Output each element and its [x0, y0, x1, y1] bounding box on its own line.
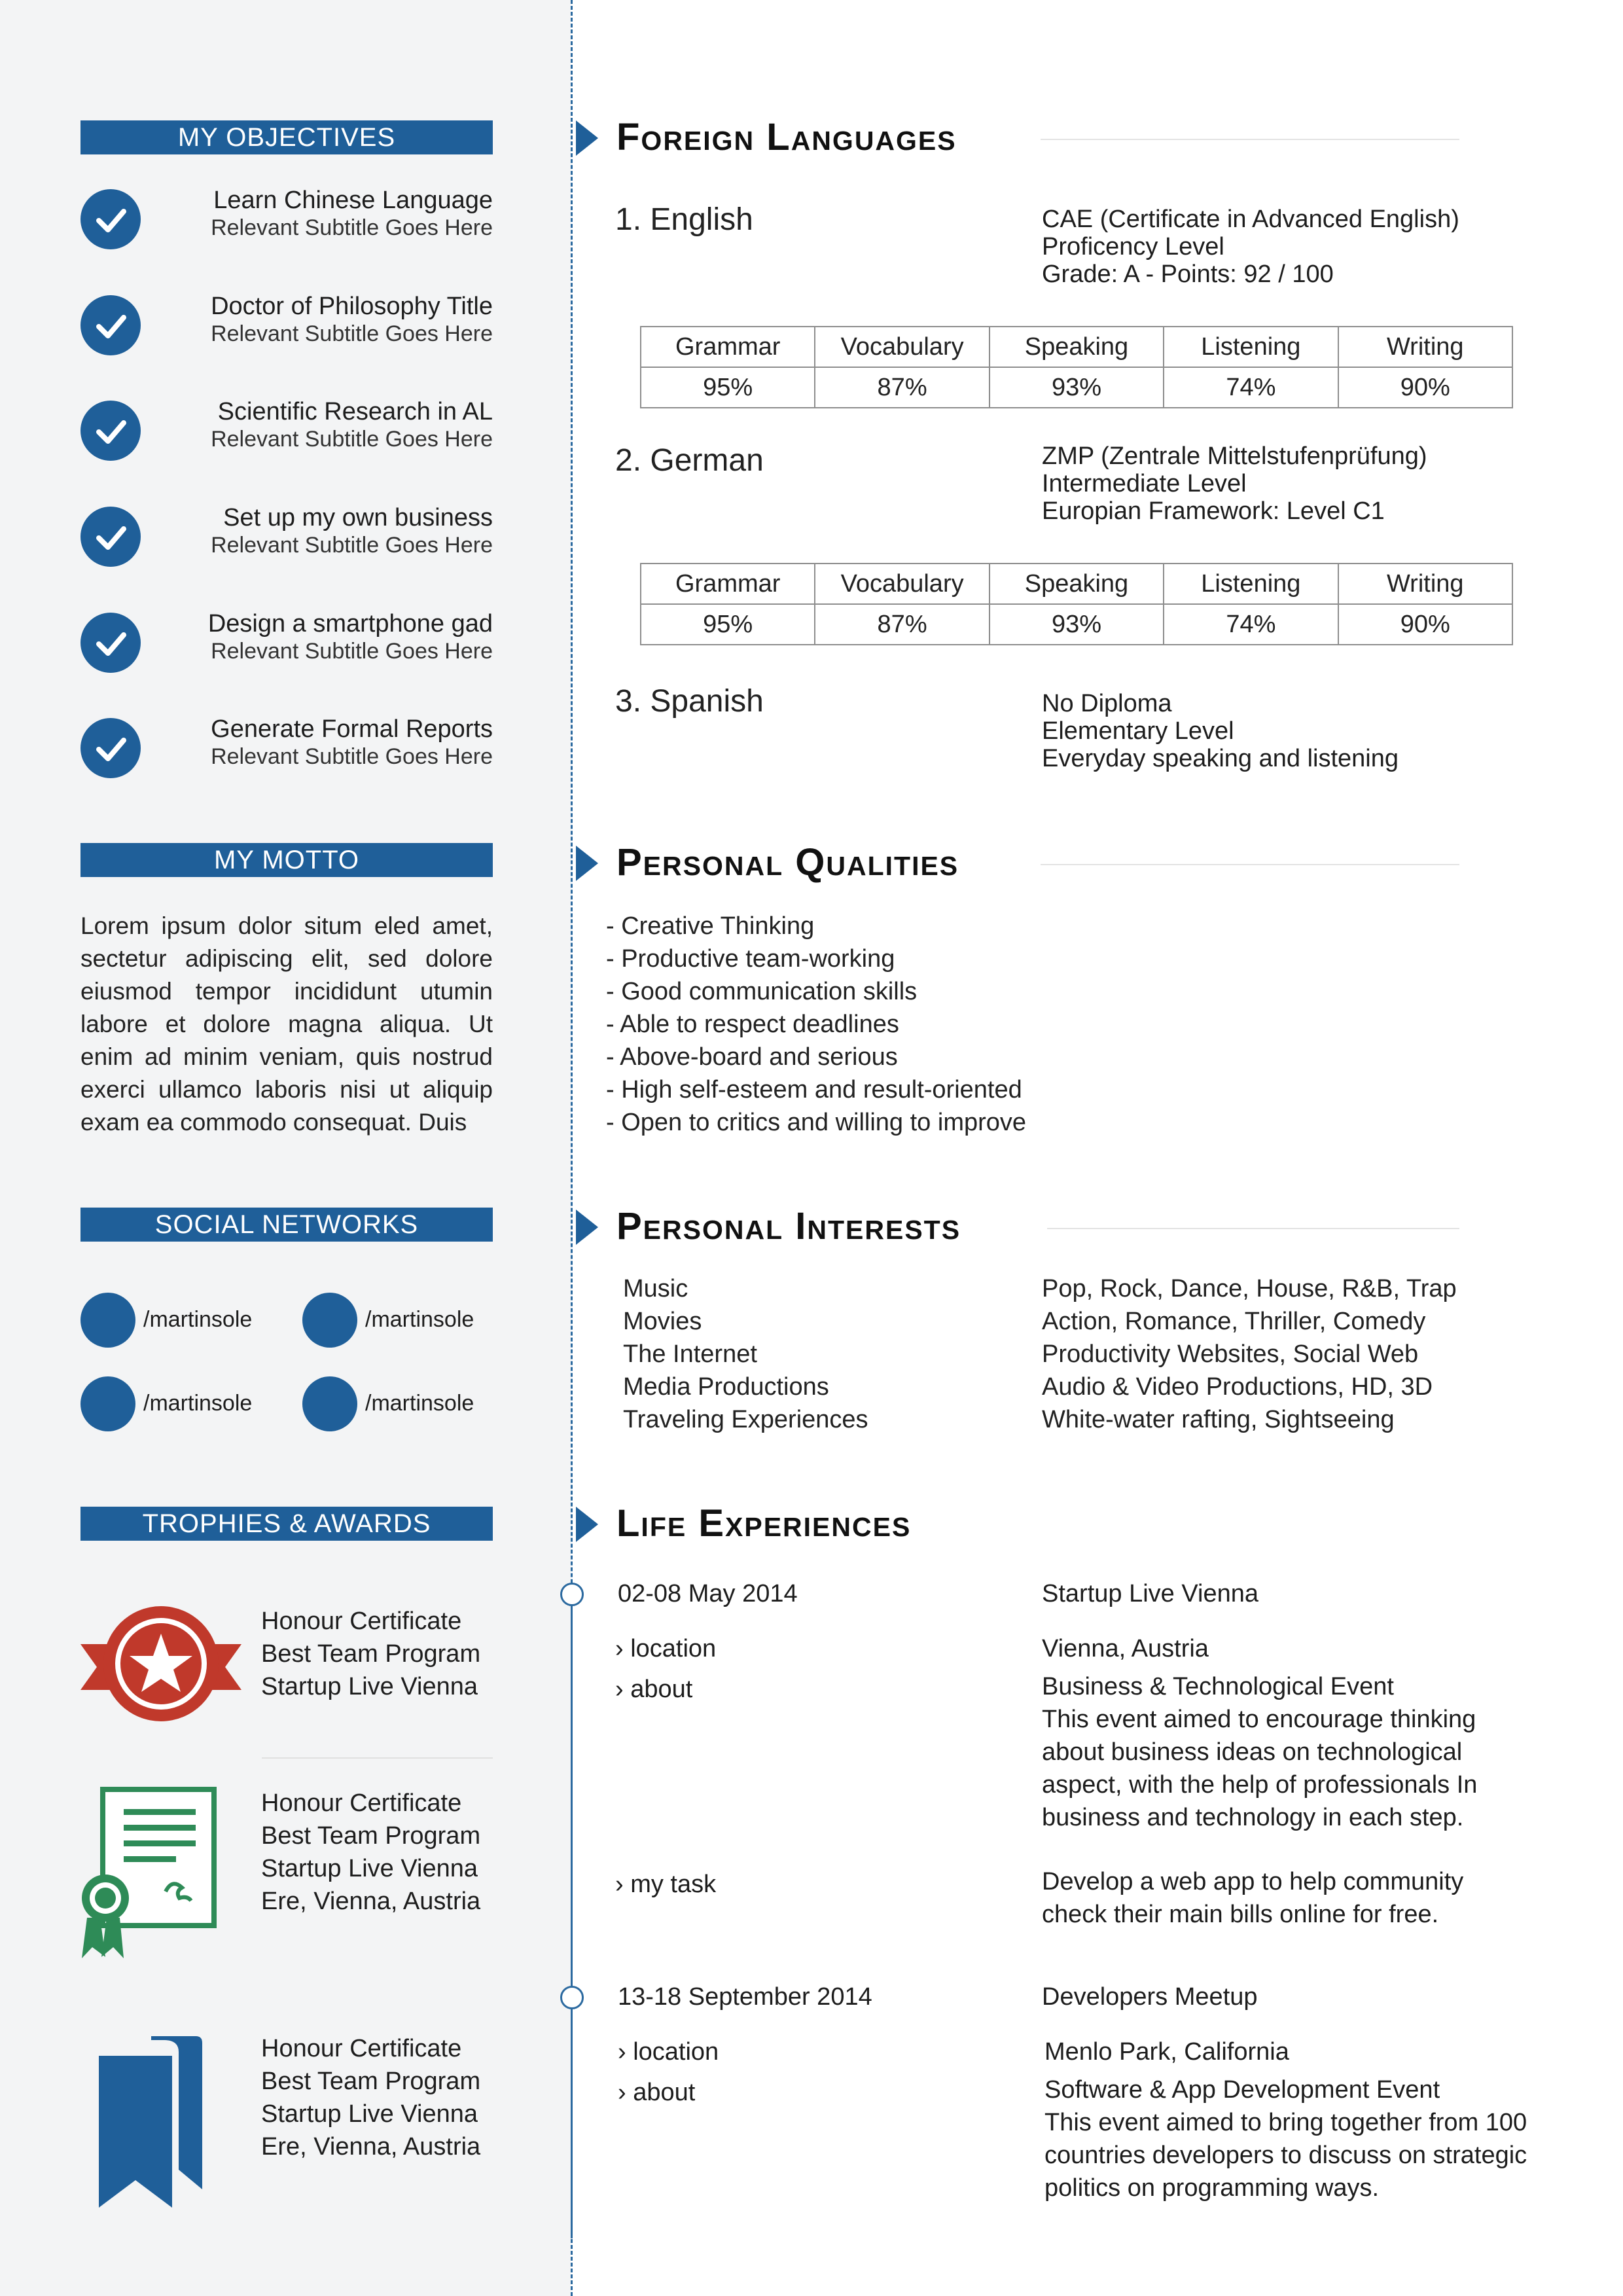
table-header: Grammar [641, 564, 815, 604]
social-icon [302, 1376, 357, 1431]
language-name: 3. Spanish [615, 684, 764, 719]
table-cell: 93% [990, 604, 1164, 645]
list-item: - Open to critics and willing to improve [606, 1109, 1027, 1136]
objective-title: Set up my own business [223, 504, 493, 531]
section-title: Personal Interests [616, 1205, 961, 1247]
objective-item [80, 187, 493, 252]
language-info [1042, 206, 1459, 288]
language-level: Elementary Level [1042, 717, 1234, 745]
interest-detail: Audio & Video Productions, HD, 3D [1042, 1373, 1433, 1401]
table-header: Listening [1164, 327, 1338, 367]
award-line: Startup Live Vienna [261, 2100, 478, 2128]
experience-event: Startup Live Vienna [1042, 1580, 1258, 1607]
timeline-marker [560, 1986, 584, 2009]
language-level: Intermediate Level [1042, 470, 1247, 497]
task-link[interactable]: › my task [615, 1871, 717, 1898]
language-cert: No Diploma [1042, 690, 1172, 717]
objective-item [80, 398, 493, 463]
skills-table [640, 326, 1513, 408]
arrow-icon [576, 1507, 598, 1542]
interest-name: Traveling Experiences [623, 1406, 868, 1433]
check-icon [80, 189, 141, 249]
interest-name: Media Productions [623, 1373, 829, 1401]
motto-text: Lorem ipsum dolor situm eled amet, sectetur adipiscing elit, sed dolore eiusmod tempor incididunt utumin labore et dolore magna aliqua. Ut enim ad minim veniam, quis nostrud exerci ullamco laboris nisi ut aliquip exam ea commodo consequat. Duis [80, 912, 493, 1136]
table-cell: 74% [1164, 367, 1338, 408]
objective-item [80, 293, 493, 358]
award-line: Best Team Program [261, 1822, 481, 1850]
award-line: Startup Live Vienna [261, 1855, 478, 1882]
objective-item [80, 504, 493, 569]
language-info [1042, 690, 1399, 772]
list-item: - Good communication skills [606, 978, 918, 1005]
table-header: Writing [1338, 564, 1512, 604]
interests-details [1042, 1272, 1457, 1436]
table-header: Grammar [641, 327, 815, 367]
table-header: Vocabulary [815, 327, 989, 367]
table-row [641, 367, 1512, 408]
objective-title: Scientific Research in AL [217, 398, 493, 425]
arrow-icon [576, 120, 598, 156]
list-item: - Able to respect deadlines [606, 1011, 899, 1038]
objective-subtitle: Relevant Subtitle Goes Here [211, 533, 493, 558]
motto-title: MY MOTTO [80, 843, 493, 877]
language-level: Proficency Level [1042, 233, 1224, 260]
objectives-title: MY OBJECTIVES [80, 120, 493, 154]
language-detail: Grade: A - Points: 92 / 100 [1042, 260, 1334, 288]
objective-subtitle: Relevant Subtitle Goes Here [211, 639, 493, 664]
arrow-icon [576, 1210, 598, 1245]
experience-location: Menlo Park, California [1044, 2038, 1289, 2066]
table-header: Writing [1338, 327, 1512, 367]
section-title: Foreign Languages [616, 116, 957, 158]
social-handle: /martinsole [143, 1391, 253, 1416]
table-row [641, 604, 1512, 645]
section-title: Personal Qualities [616, 841, 959, 884]
interest-name: The Internet [623, 1340, 757, 1368]
social-icon [302, 1293, 357, 1348]
section-title: Life Experiences [616, 1502, 912, 1545]
experience-location: Vienna, Austria [1042, 1635, 1209, 1662]
experience-date: 02-08 May 2014 [618, 1580, 798, 1607]
star-medal-icon [80, 1605, 241, 1723]
table-header: Speaking [990, 327, 1164, 367]
list-item: - Creative Thinking [606, 912, 815, 940]
table-cell: 95% [641, 367, 815, 408]
experience-date: 13-18 September 2014 [618, 1983, 872, 2011]
language-info [1042, 442, 1427, 525]
table-row [641, 327, 1512, 367]
interest-detail: Action, Romance, Thriller, Comedy [1042, 1308, 1426, 1335]
experience-about-title: Business & Technological Event [1042, 1673, 1394, 1700]
objective-item [80, 715, 493, 781]
social-handle: /martinsole [365, 1391, 474, 1416]
objective-title: Generate Formal Reports [211, 715, 493, 743]
objective-title: Learn Chinese Language [213, 187, 493, 214]
check-icon [80, 401, 141, 461]
check-icon [80, 613, 141, 673]
about-link[interactable]: › about [615, 1676, 693, 1703]
experience-about-text: This event aimed to bring together from 100 countries developers to discuss on strategic politics on programming ways. [1044, 2109, 1527, 2202]
list-item: - Above-board and serious [606, 1043, 898, 1071]
table-cell: 90% [1338, 367, 1512, 408]
experience-about-text: This event aimed to encourage thinking about business ideas on technological aspect, with the help of professionals In business and technology in each step. [1042, 1706, 1478, 1831]
interest-name: Music [623, 1275, 688, 1302]
timeline-solid-segment [571, 1584, 573, 2238]
objective-title: Doctor of Philosophy Title [211, 293, 493, 320]
language-detail: Europian Framework: Level C1 [1042, 497, 1385, 525]
objective-subtitle: Relevant Subtitle Goes Here [211, 427, 493, 452]
social-icon [80, 1376, 135, 1431]
language-name: 2. German [615, 443, 764, 478]
interest-name: Movies [623, 1308, 702, 1335]
check-icon [80, 295, 141, 355]
skills-table [640, 563, 1513, 645]
section-rule [1047, 1228, 1459, 1229]
about-link[interactable]: › about [618, 2079, 696, 2106]
social-title: SOCIAL NETWORKS [80, 1208, 493, 1242]
objective-item [80, 610, 493, 675]
language-cert: CAE (Certificate in Advanced English) [1042, 206, 1459, 233]
table-header: Speaking [990, 564, 1164, 604]
table-cell: 95% [641, 604, 815, 645]
objective-title: Design a smartphone gad [207, 610, 493, 637]
table-header: Listening [1164, 564, 1338, 604]
section-rule [1041, 139, 1459, 140]
table-cell: 87% [815, 367, 989, 408]
check-icon [80, 507, 141, 567]
table-cell: 74% [1164, 604, 1338, 645]
interest-detail: White-water rafting, Sightseeing [1042, 1406, 1395, 1433]
experience-task: Develop a web app to help community check their main bills online for free. [1042, 1868, 1464, 1928]
location-link[interactable]: › location [618, 2038, 719, 2066]
social-handle: /martinsole [365, 1307, 474, 1332]
section-rule [1041, 864, 1459, 865]
list-item: - High self-esteem and result-oriented [606, 1076, 1022, 1103]
table-cell: 87% [815, 604, 989, 645]
social-handle: /martinsole [143, 1307, 253, 1332]
bookmark-ribbon-icon [80, 2032, 211, 2209]
divider [262, 1757, 493, 1759]
award-line: Best Team Program [261, 2068, 481, 2095]
award-line: Honour Certificate [261, 2035, 462, 2062]
interest-detail: Productivity Websites, Social Web [1042, 1340, 1419, 1368]
location-link[interactable]: › location [615, 1635, 717, 1662]
language-cert: ZMP (Zentrale Mittelstufenprüfung) [1042, 442, 1427, 470]
award-text [261, 1787, 480, 1918]
certificate-icon [80, 1787, 218, 1964]
award-line: Honour Certificate [261, 1607, 462, 1635]
awards-title: TROPHIES & AWARDS [80, 1507, 493, 1541]
table-row [641, 564, 1512, 604]
interests-names [623, 1272, 868, 1436]
language-detail: Everyday speaking and listening [1042, 745, 1399, 772]
table-cell: 90% [1338, 604, 1512, 645]
check-icon [80, 718, 141, 778]
award-line: Honour Certificate [261, 1789, 462, 1817]
timeline-marker [560, 1583, 584, 1606]
award-line: Best Team Program [261, 1640, 481, 1668]
qualities-list [606, 910, 1026, 1139]
arrow-icon [576, 846, 598, 881]
award-line: Ere, Vienna, Austria [261, 2133, 481, 2161]
list-item: - Productive team-working [606, 945, 895, 973]
award-line: Startup Live Vienna [261, 1673, 478, 1700]
award-text [261, 2032, 480, 2163]
social-icon [80, 1293, 135, 1348]
language-name: 1. English [615, 202, 753, 237]
experience-event: Developers Meetup [1042, 1983, 1258, 2011]
objective-subtitle: Relevant Subtitle Goes Here [211, 215, 493, 240]
award-text [261, 1605, 480, 1703]
objective-subtitle: Relevant Subtitle Goes Here [211, 321, 493, 346]
award-line: Ere, Vienna, Austria [261, 1888, 481, 1915]
table-cell: 93% [990, 367, 1164, 408]
objective-subtitle: Relevant Subtitle Goes Here [211, 744, 493, 769]
interest-detail: Pop, Rock, Dance, House, R&B, Trap [1042, 1275, 1457, 1302]
experience-about-title: Software & App Development Event [1044, 2076, 1440, 2104]
table-header: Vocabulary [815, 564, 989, 604]
